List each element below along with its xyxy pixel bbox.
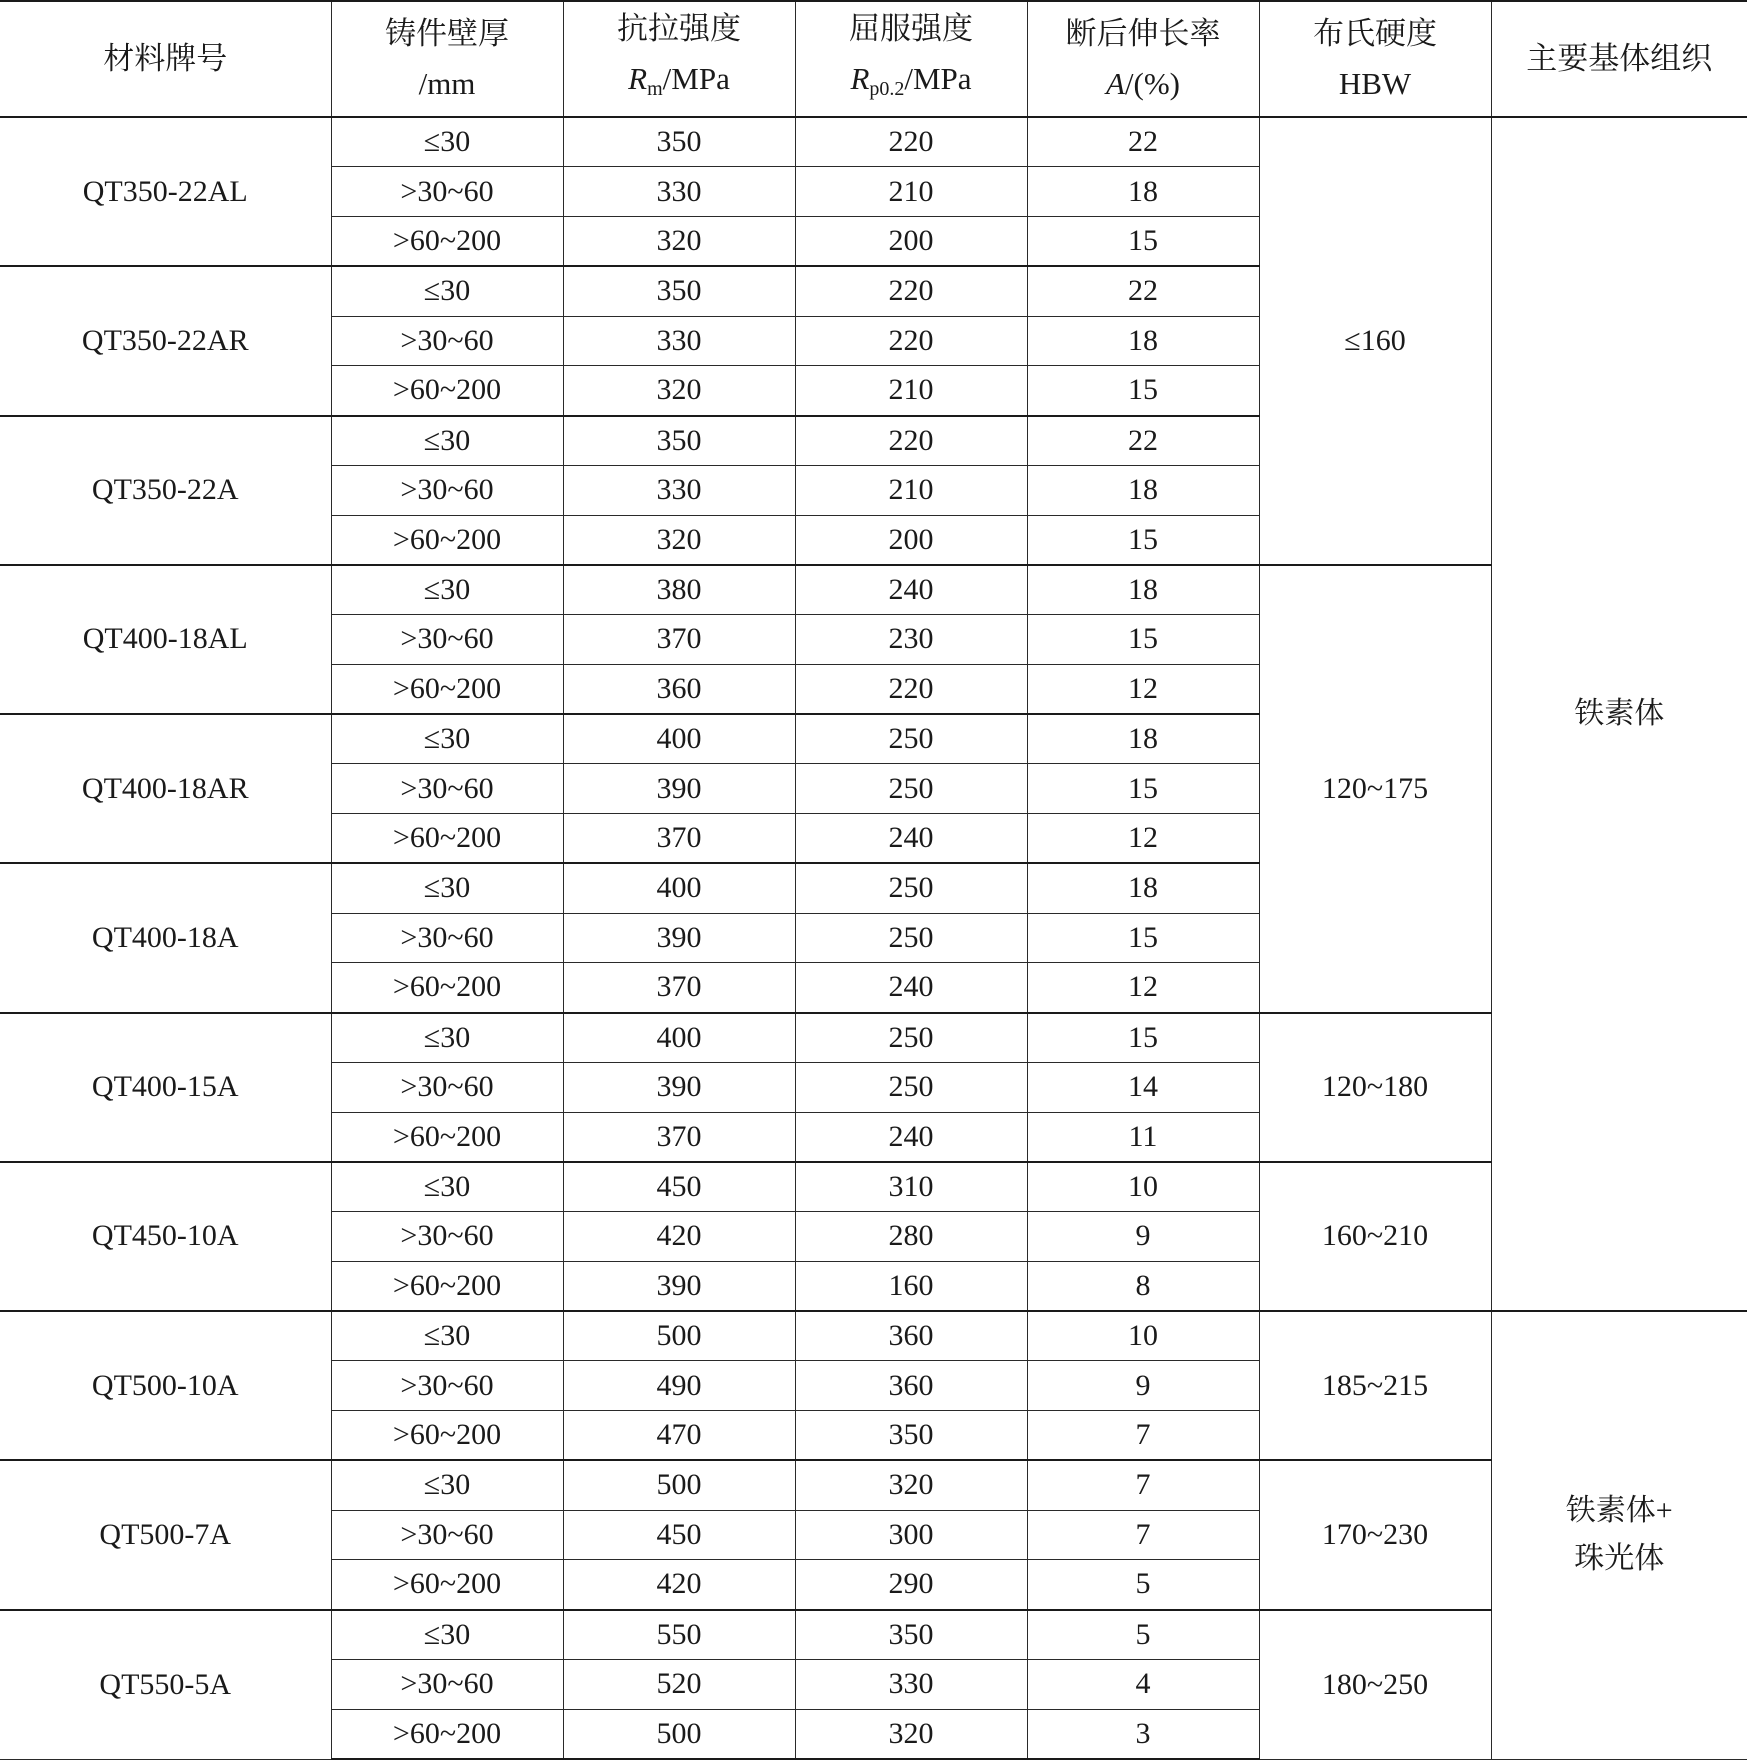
thickness-cell: >30~60 <box>331 1062 563 1112</box>
thickness-cell: >30~60 <box>331 465 563 515</box>
thickness-cell: >30~60 <box>331 913 563 963</box>
header-tensile <box>563 1 795 117</box>
header-matrix-label: 主要基体组织 <box>1526 41 1713 76</box>
tensile-cell: 330 <box>563 316 795 366</box>
elongation-cell: 10 <box>1027 1162 1259 1212</box>
yield-cell: 320 <box>795 1709 1027 1759</box>
grade-cell: QT350-22A <box>0 416 331 565</box>
table-body <box>0 117 1747 1759</box>
header-grade <box>0 1 331 117</box>
tensile-cell: 320 <box>563 515 795 565</box>
yield-cell: 220 <box>795 316 1027 366</box>
thickness-cell: >60~200 <box>331 963 563 1013</box>
thickness-cell: >60~200 <box>331 1112 563 1162</box>
grade-cell: QT350-22AR <box>0 266 331 415</box>
thickness-cell: ≤30 <box>331 1460 563 1510</box>
tensile-cell: 500 <box>563 1311 795 1361</box>
header-elongation-unit: /(%) <box>1124 66 1181 101</box>
elongation-cell: 15 <box>1027 1013 1259 1063</box>
yield-cell: 160 <box>795 1261 1027 1311</box>
yield-cell: 220 <box>795 117 1027 167</box>
hardness-cell: 180~250 <box>1259 1610 1491 1760</box>
tensile-cell: 450 <box>563 1510 795 1560</box>
thickness-cell: >60~200 <box>331 1709 563 1759</box>
matrix-cell <box>1491 1311 1747 1759</box>
hardness-cell: 120~180 <box>1259 1013 1491 1162</box>
tensile-cell: 490 <box>563 1361 795 1411</box>
thickness-cell: >30~60 <box>331 615 563 665</box>
elongation-cell: 14 <box>1027 1062 1259 1112</box>
yield-cell: 350 <box>795 1411 1027 1461</box>
hardness-cell: 160~210 <box>1259 1162 1491 1311</box>
thickness-cell: ≤30 <box>331 565 563 615</box>
elongation-cell: 12 <box>1027 963 1259 1013</box>
thickness-cell: >60~200 <box>331 366 563 416</box>
elongation-cell: 18 <box>1027 316 1259 366</box>
table-row <box>0 117 1747 167</box>
elongation-cell: 7 <box>1027 1510 1259 1560</box>
header-tensile-symbol: R <box>628 61 648 96</box>
header-thickness-unit: /mm <box>418 66 476 101</box>
thickness-cell: ≤30 <box>331 1610 563 1660</box>
thickness-cell: >30~60 <box>331 764 563 814</box>
thickness-cell: ≤30 <box>331 266 563 316</box>
header-thickness <box>331 1 563 117</box>
matrix-line: 铁素体+ <box>1565 1494 1673 1528</box>
header-yield-symbol: R <box>850 61 870 96</box>
header-tensile-unit: /MPa <box>662 61 730 96</box>
yield-cell: 250 <box>795 913 1027 963</box>
elongation-cell: 18 <box>1027 714 1259 764</box>
tensile-cell: 400 <box>563 714 795 764</box>
grade-cell: QT400-18AR <box>0 714 331 863</box>
hardness-cell: 185~215 <box>1259 1311 1491 1460</box>
yield-cell: 320 <box>795 1460 1027 1510</box>
yield-cell: 300 <box>795 1510 1027 1560</box>
header-elongation-symbol: A <box>1105 66 1125 101</box>
thickness-cell: >60~200 <box>331 1261 563 1311</box>
header-row <box>0 1 1747 117</box>
elongation-cell: 15 <box>1027 764 1259 814</box>
yield-cell: 220 <box>795 266 1027 316</box>
grade-cell: QT400-15A <box>0 1013 331 1162</box>
header-tensile-subscript: m <box>647 78 663 100</box>
tensile-cell: 500 <box>563 1460 795 1510</box>
yield-cell: 350 <box>795 1610 1027 1660</box>
table-row <box>0 1610 1747 1660</box>
yield-cell: 240 <box>795 1112 1027 1162</box>
yield-cell: 250 <box>795 764 1027 814</box>
elongation-cell: 22 <box>1027 416 1259 466</box>
matrix-cell <box>1491 117 1747 1311</box>
thickness-cell: ≤30 <box>331 714 563 764</box>
tensile-cell: 550 <box>563 1610 795 1660</box>
grade-cell: QT450-10A <box>0 1162 331 1311</box>
tensile-cell: 500 <box>563 1709 795 1759</box>
tensile-cell: 450 <box>563 1162 795 1212</box>
grade-cell: QT500-7A <box>0 1460 331 1609</box>
elongation-cell: 15 <box>1027 515 1259 565</box>
tensile-cell: 320 <box>563 217 795 267</box>
tensile-cell: 370 <box>563 963 795 1013</box>
yield-cell: 240 <box>795 814 1027 864</box>
elongation-cell: 15 <box>1027 366 1259 416</box>
yield-cell: 210 <box>795 167 1027 217</box>
header-yield-unit: /MPa <box>904 61 972 96</box>
matrix-line: 铁素体 <box>1574 697 1665 730</box>
tensile-cell: 350 <box>563 416 795 466</box>
yield-cell: 310 <box>795 1162 1027 1212</box>
tensile-cell: 350 <box>563 266 795 316</box>
yield-cell: 360 <box>795 1311 1027 1361</box>
tensile-cell: 370 <box>563 1112 795 1162</box>
elongation-cell: 7 <box>1027 1460 1259 1510</box>
tensile-cell: 390 <box>563 1062 795 1112</box>
elongation-cell: 11 <box>1027 1112 1259 1162</box>
yield-cell: 210 <box>795 465 1027 515</box>
header-hardness-unit: HBW <box>1338 66 1412 101</box>
elongation-cell: 10 <box>1027 1311 1259 1361</box>
table-row <box>0 1311 1747 1361</box>
thickness-cell: ≤30 <box>331 416 563 466</box>
grade-cell: QT400-18AL <box>0 565 331 714</box>
hardness-cell: ≤160 <box>1259 117 1491 565</box>
yield-cell: 200 <box>795 515 1027 565</box>
tensile-cell: 330 <box>563 167 795 217</box>
tensile-cell: 360 <box>563 664 795 714</box>
header-yield-subscript: p0.2 <box>869 78 905 100</box>
thickness-cell: >60~200 <box>331 217 563 267</box>
thickness-cell: >60~200 <box>331 814 563 864</box>
tensile-cell: 320 <box>563 366 795 416</box>
header-hardness-label: 布氏硬度 <box>1313 16 1437 51</box>
yield-cell: 200 <box>795 217 1027 267</box>
grade-cell: QT500-10A <box>0 1311 331 1460</box>
yield-cell: 290 <box>795 1560 1027 1610</box>
elongation-cell: 15 <box>1027 615 1259 665</box>
thickness-cell: ≤30 <box>331 863 563 913</box>
elongation-cell: 3 <box>1027 1709 1259 1759</box>
tensile-cell: 370 <box>563 615 795 665</box>
yield-cell: 280 <box>795 1212 1027 1262</box>
tensile-cell: 420 <box>563 1560 795 1610</box>
tensile-cell: 390 <box>563 764 795 814</box>
matrix-line: 珠光体 <box>1574 1542 1665 1576</box>
elongation-cell: 18 <box>1027 565 1259 615</box>
tensile-cell: 390 <box>563 913 795 963</box>
elongation-cell: 12 <box>1027 664 1259 714</box>
thickness-cell: >60~200 <box>331 664 563 714</box>
grade-cell: QT550-5A <box>0 1610 331 1760</box>
thickness-cell: >30~60 <box>331 1361 563 1411</box>
tensile-cell: 470 <box>563 1411 795 1461</box>
tensile-cell: 330 <box>563 465 795 515</box>
yield-cell: 330 <box>795 1659 1027 1709</box>
thickness-cell: ≤30 <box>331 1311 563 1361</box>
table-row <box>0 565 1747 615</box>
yield-cell: 240 <box>795 963 1027 1013</box>
thickness-cell: ≤30 <box>331 117 563 167</box>
elongation-cell: 18 <box>1027 465 1259 515</box>
elongation-cell: 5 <box>1027 1610 1259 1660</box>
yield-cell: 230 <box>795 615 1027 665</box>
grade-cell: QT400-18A <box>0 863 331 1012</box>
header-elongation <box>1027 1 1259 117</box>
yield-cell: 250 <box>795 714 1027 764</box>
elongation-cell: 9 <box>1027 1212 1259 1262</box>
elongation-cell: 18 <box>1027 863 1259 913</box>
header-hardness <box>1259 1 1491 117</box>
table-row <box>0 1460 1747 1510</box>
tensile-cell: 350 <box>563 117 795 167</box>
elongation-cell: 8 <box>1027 1261 1259 1311</box>
yield-cell: 240 <box>795 565 1027 615</box>
elongation-cell: 9 <box>1027 1361 1259 1411</box>
yield-cell: 210 <box>795 366 1027 416</box>
thickness-cell: >30~60 <box>331 1510 563 1560</box>
thickness-cell: >30~60 <box>331 316 563 366</box>
thickness-cell: >30~60 <box>331 1659 563 1709</box>
hardness-cell: 170~230 <box>1259 1460 1491 1609</box>
tensile-cell: 400 <box>563 863 795 913</box>
elongation-cell: 5 <box>1027 1560 1259 1610</box>
elongation-cell: 12 <box>1027 814 1259 864</box>
thickness-cell: ≤30 <box>331 1162 563 1212</box>
header-tensile-label: 抗拉强度 <box>617 11 741 46</box>
header-yield <box>795 1 1027 117</box>
tensile-cell: 390 <box>563 1261 795 1311</box>
yield-cell: 220 <box>795 664 1027 714</box>
table-row <box>0 1013 1747 1063</box>
elongation-cell: 22 <box>1027 266 1259 316</box>
tensile-cell: 400 <box>563 1013 795 1063</box>
header-elongation-label: 断后伸长率 <box>1065 16 1221 51</box>
hardness-cell: 120~175 <box>1259 565 1491 1013</box>
header-grade-label: 材料牌号 <box>103 41 228 76</box>
yield-cell: 250 <box>795 863 1027 913</box>
table-row <box>0 1162 1747 1212</box>
tensile-cell: 380 <box>563 565 795 615</box>
header-thickness-label: 铸件壁厚 <box>385 16 509 51</box>
yield-cell: 250 <box>795 1062 1027 1112</box>
yield-cell: 220 <box>795 416 1027 466</box>
header-matrix <box>1491 1 1747 117</box>
tensile-cell: 520 <box>563 1659 795 1709</box>
elongation-cell: 15 <box>1027 217 1259 267</box>
thickness-cell: >60~200 <box>331 515 563 565</box>
elongation-cell: 15 <box>1027 913 1259 963</box>
elongation-cell: 7 <box>1027 1411 1259 1461</box>
thickness-cell: >30~60 <box>331 1212 563 1262</box>
yield-cell: 360 <box>795 1361 1027 1411</box>
tensile-cell: 370 <box>563 814 795 864</box>
tensile-cell: 420 <box>563 1212 795 1262</box>
thickness-cell: >60~200 <box>331 1560 563 1610</box>
elongation-cell: 18 <box>1027 167 1259 217</box>
elongation-cell: 22 <box>1027 117 1259 167</box>
yield-cell: 250 <box>795 1013 1027 1063</box>
header-yield-label: 屈服强度 <box>849 11 973 46</box>
elongation-cell: 4 <box>1027 1659 1259 1709</box>
thickness-cell: >30~60 <box>331 167 563 217</box>
thickness-cell: ≤30 <box>331 1013 563 1063</box>
grade-cell: QT350-22AL <box>0 117 331 266</box>
thickness-cell: >60~200 <box>331 1411 563 1461</box>
